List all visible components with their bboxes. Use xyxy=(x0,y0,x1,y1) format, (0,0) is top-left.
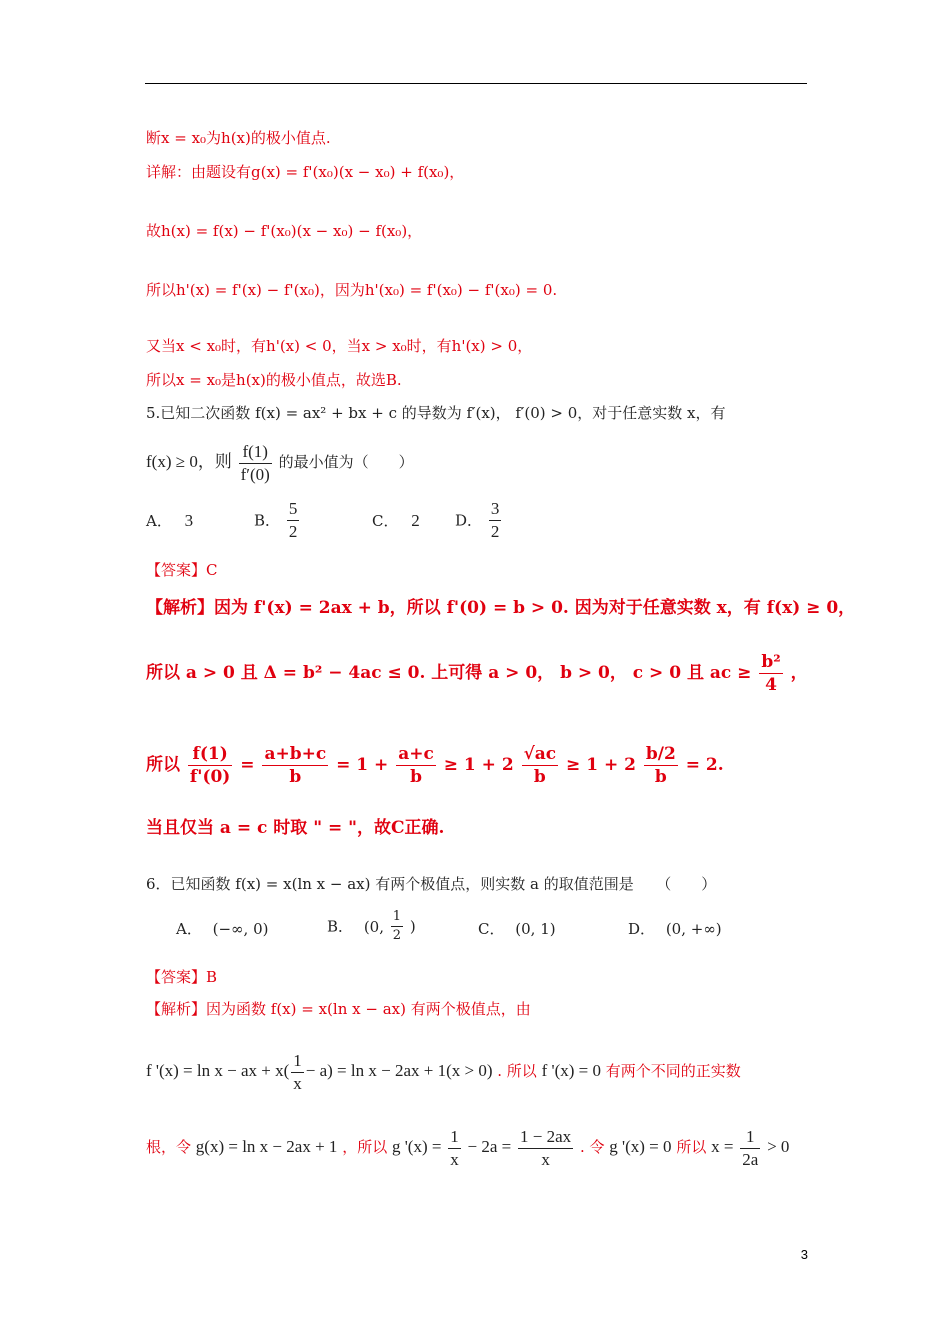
analysis-text: ，所以 xyxy=(342,1138,388,1156)
option-label: B． xyxy=(327,917,354,936)
fraction xyxy=(291,1050,304,1095)
fraction xyxy=(518,1126,573,1171)
fraction-denominator: x xyxy=(541,1149,550,1169)
fraction-numerator: f(1) xyxy=(239,441,272,464)
fraction-numerator: √ac xyxy=(523,744,557,764)
analysis-text: 所以 xyxy=(676,1138,707,1156)
fraction-numerator: f(1) xyxy=(188,743,232,766)
fraction-numerator: 1 xyxy=(740,1126,760,1149)
option-value: ) xyxy=(409,917,416,936)
fraction-numerator: 1 xyxy=(391,908,403,927)
option-a xyxy=(146,508,193,534)
analysis-text: 根，令 xyxy=(146,1138,192,1156)
analysis-text: = 2. xyxy=(685,755,724,775)
fraction xyxy=(759,651,782,696)
option-b xyxy=(327,908,416,945)
fraction-numerator: a+c xyxy=(398,744,434,764)
question-6-stem: 6．已知函数 f(x) = x(ln x − ax) 有两个极值点，则实数 a 的取值范围是 （ ） xyxy=(146,875,717,893)
fraction xyxy=(287,498,300,543)
analysis-text: 所以 xyxy=(146,755,180,775)
analysis-text: 所以 a > 0 且 Δ = b² − 4ac ≤ 0. 上可得 a > 0， b > 0， c > 0 且 ac ≥ xyxy=(146,663,752,683)
text-line: 所以h'(x) = f'(x) − f'(x₀)，因为h'(x₀) = f'(x₀) − f'(x₀) = 0. xyxy=(146,281,558,299)
fraction-numerator: 1 − 2ax xyxy=(518,1126,573,1149)
option-c xyxy=(478,919,556,939)
stem-text: f(x) ≥ 0，则 xyxy=(146,452,232,471)
fraction xyxy=(396,743,436,788)
fraction-denominator: x xyxy=(293,1073,302,1093)
fraction-denominator: 2 xyxy=(288,522,298,541)
fraction-numerator: a+b+c xyxy=(264,744,327,764)
text-line: 详解：由题设有g(x) = f'(x₀)(x − x₀) + f(x₀)， xyxy=(146,163,465,181)
analysis-text: ， xyxy=(790,663,808,683)
fraction-denominator: b xyxy=(410,767,422,787)
fraction xyxy=(522,743,559,788)
fraction-numerator: 5 xyxy=(287,498,300,521)
header-rule xyxy=(145,83,807,84)
fraction xyxy=(188,743,232,788)
fraction-denominator: b xyxy=(289,767,302,787)
fraction-denominator: b xyxy=(654,767,667,787)
fraction xyxy=(644,743,678,788)
fraction-numerator: b² xyxy=(761,652,781,672)
analysis-text: 有两个不同的正实数 xyxy=(605,1062,741,1080)
analysis-line xyxy=(146,722,724,808)
fraction xyxy=(740,1126,760,1171)
fraction-denominator: 2 xyxy=(490,522,500,541)
analysis-line: 【解析】因为函数 f(x) = x(ln x − ax) 有两个极值点，由 xyxy=(146,1000,531,1018)
option-label: A． xyxy=(176,920,202,938)
option-label: C． xyxy=(372,512,399,530)
option-value: 3 xyxy=(184,511,194,530)
analysis-line xyxy=(146,648,808,698)
option-value: (0, 1) xyxy=(515,920,556,938)
analysis-text: ≥ 1 + 2 xyxy=(443,755,514,775)
analysis-text: . 所以 xyxy=(497,1062,537,1080)
fraction xyxy=(391,908,403,945)
math-expression: g(x) = ln x − 2ax + 1 xyxy=(195,1137,338,1156)
question-5-stem-line2 xyxy=(146,440,414,486)
question-5-stem: 5.已知二次函数 f(x) = ax² + bx + c 的导数为 f′(x)， f′(0) > 0，对于任意实数 x，有 xyxy=(146,404,726,422)
fraction xyxy=(262,743,328,788)
fraction-denominator: b xyxy=(533,767,546,787)
fraction-denominator: f′(0) xyxy=(240,464,270,484)
fraction-numerator: b/2 xyxy=(645,744,676,764)
text-line: 又当x < x₀时，有h'(x) < 0，当x > x₀时，有h'(x) > 0， xyxy=(146,337,533,355)
option-value: (0, +∞) xyxy=(665,920,722,938)
math-expression: > 0 xyxy=(767,1137,790,1156)
analysis-line xyxy=(146,1122,789,1172)
stem-text: 的最小值为（ ） xyxy=(278,453,414,471)
fraction-denominator: 4 xyxy=(765,675,777,695)
option-label: B． xyxy=(254,511,281,530)
option-label: C． xyxy=(478,920,505,938)
option-label: A． xyxy=(146,512,172,530)
answer-label: 【答案】B xyxy=(146,968,218,986)
fraction-denominator: x xyxy=(450,1149,459,1169)
option-b xyxy=(254,498,301,543)
option-a xyxy=(176,919,268,939)
text-line: 所以x = x₀是h(x)的极小值点，故选B. xyxy=(146,371,402,389)
fraction xyxy=(448,1126,461,1171)
fraction xyxy=(489,498,502,543)
text-line: 故h(x) = f(x) − f'(x₀)(x − x₀) − f(x₀)， xyxy=(146,222,423,240)
analysis-text: ≥ 1 + 2 xyxy=(566,755,636,775)
analysis-line: 当且仅当 a = c 时取 " = "，故C正确. xyxy=(146,818,445,838)
fraction-numerator: 3 xyxy=(489,498,502,521)
option-d xyxy=(628,919,722,939)
math-expression: f '(x) = 0 xyxy=(541,1061,601,1080)
option-label: D． xyxy=(455,511,483,530)
math-expression: f '(x) = ln x − ax + x( xyxy=(146,1061,290,1080)
fraction-denominator: f'(0) xyxy=(189,767,231,787)
math-expression: x = xyxy=(711,1137,734,1156)
analysis-line: 【解析】因为 f'(x) = 2ax + b，所以 f'(0) = b > 0. 因为对于任意实数 x，有 f(x) ≥ 0， xyxy=(146,598,856,618)
math-expression: − 2a = xyxy=(467,1137,512,1156)
math-expression: g '(x) = xyxy=(391,1137,442,1156)
fraction-numerator: 1 xyxy=(448,1126,461,1149)
answer-label: 【答案】C xyxy=(146,561,218,579)
fraction-denominator: 2a xyxy=(742,1149,759,1169)
option-value: 2 xyxy=(411,511,420,530)
analysis-text: = xyxy=(240,755,255,775)
fraction xyxy=(239,441,272,486)
fraction-numerator: 1 xyxy=(291,1050,304,1073)
analysis-text: = 1 + xyxy=(336,755,389,775)
option-d xyxy=(455,498,503,543)
analysis-text: . 令 xyxy=(579,1138,605,1156)
analysis-line xyxy=(146,1046,741,1096)
math-expression: − a) = ln x − 2ax + 1(x > 0) xyxy=(305,1061,493,1080)
option-value: (−∞, 0) xyxy=(212,920,269,938)
math-expression: g '(x) = 0 xyxy=(609,1137,672,1156)
option-label: D． xyxy=(628,920,656,938)
text-line: 断x = x₀为h(x)的极小值点. xyxy=(146,129,331,147)
option-value: (0, xyxy=(363,917,384,936)
page-number: 3 xyxy=(800,1247,808,1262)
fraction-denominator: 2 xyxy=(392,928,402,943)
option-c xyxy=(372,508,420,534)
